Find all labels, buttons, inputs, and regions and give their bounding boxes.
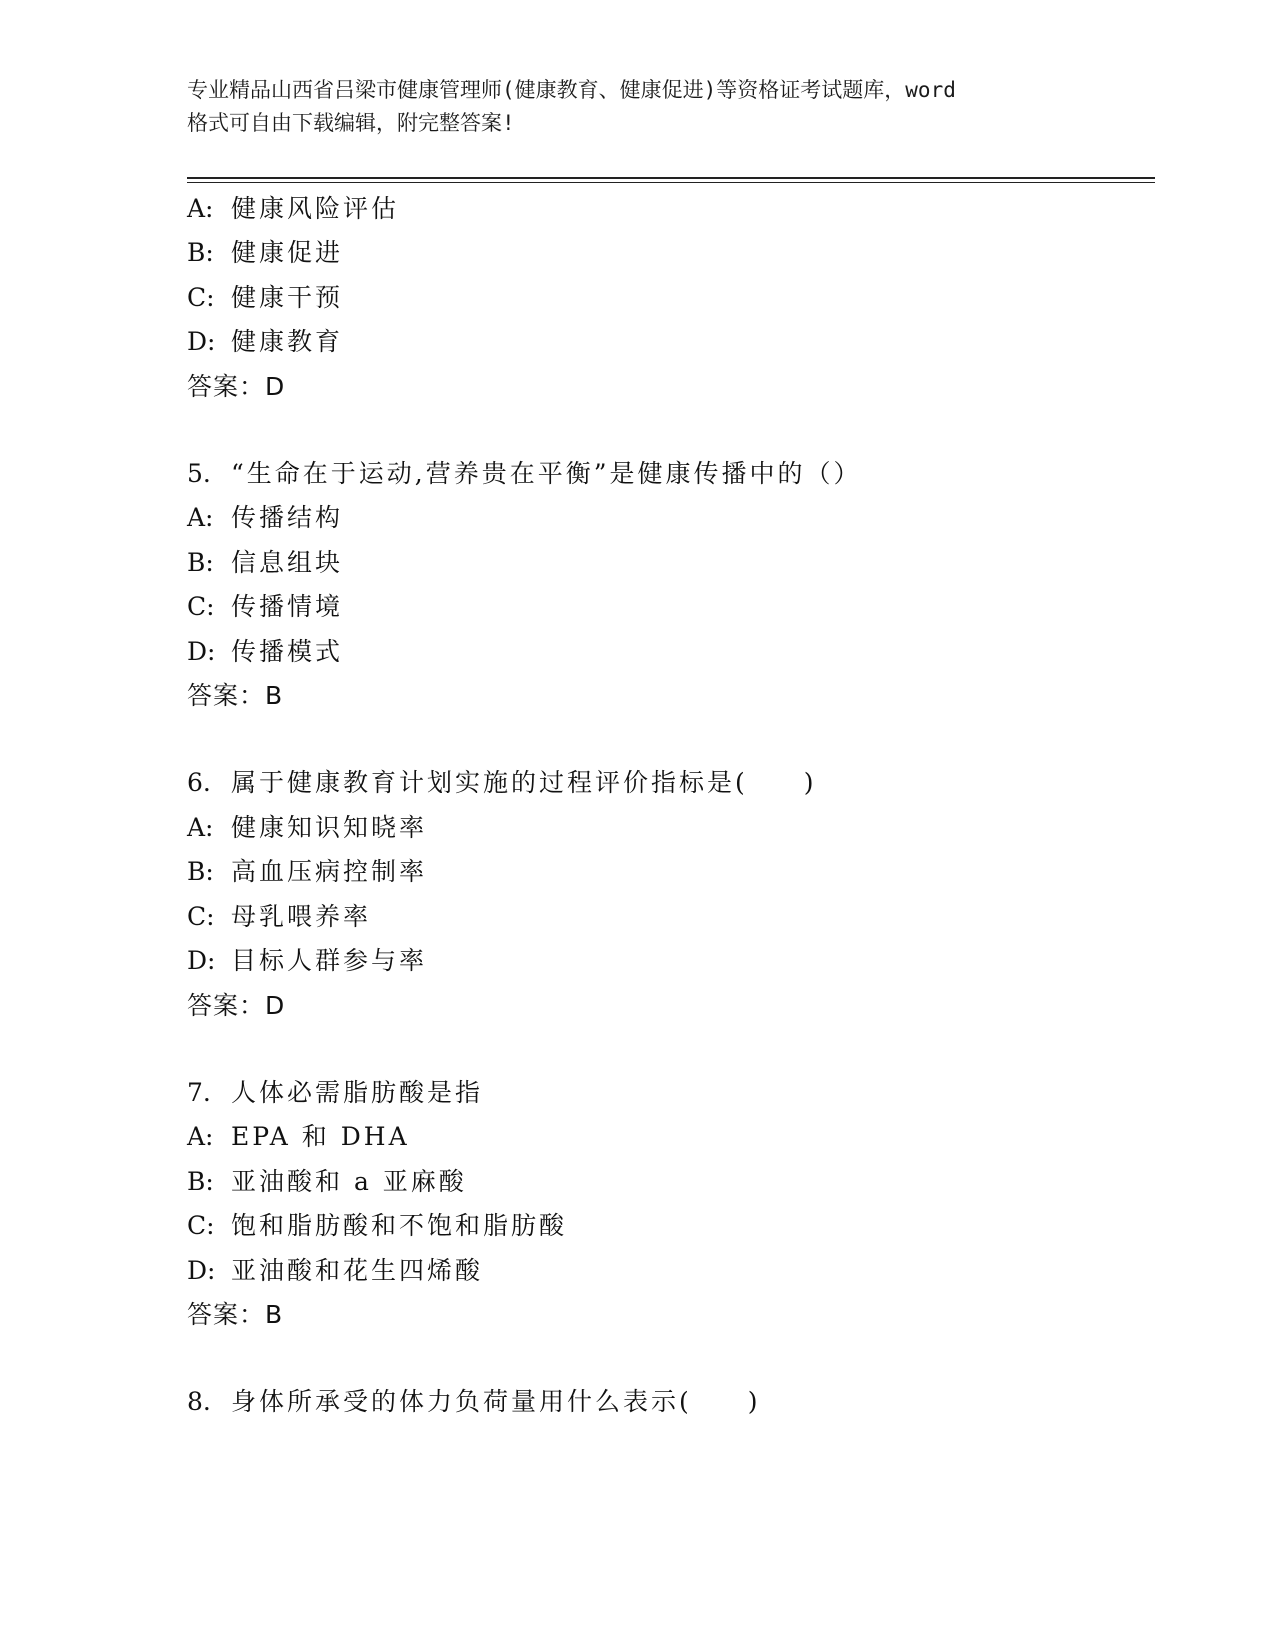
- option-text: 母乳喂养率: [231, 902, 372, 931]
- option-tag: A:: [187, 503, 214, 532]
- q5-option-a: [187, 500, 343, 536]
- option-tag: C:: [187, 902, 215, 931]
- question-number: 6.: [187, 768, 211, 797]
- q4-answer: 答案：D: [187, 372, 286, 401]
- option-tag: B:: [187, 1167, 214, 1196]
- option-text: 传播情境: [231, 592, 344, 621]
- q4-option-a: [187, 191, 399, 227]
- q7-option-b: [187, 1164, 467, 1200]
- option-text: 亚油酸和 a 亚麻酸: [231, 1167, 467, 1196]
- q6-option-d: [187, 943, 427, 979]
- option-tag: A:: [187, 1122, 214, 1151]
- header-divider-thick: [187, 177, 1155, 179]
- option-text: 健康促进: [231, 238, 344, 267]
- option-text: 目标人群参与率: [231, 946, 428, 975]
- question-number: 8.: [187, 1387, 211, 1416]
- option-tag: A:: [187, 194, 214, 223]
- option-text: 饱和脂肪酸和不饱和脂肪酸: [231, 1211, 568, 1240]
- q5-option-c: [187, 589, 343, 625]
- option-text: 传播结构: [231, 503, 344, 532]
- question-number: 5.: [187, 459, 211, 488]
- option-tag: D:: [187, 1256, 216, 1285]
- option-text: 亚油酸和花生四烯酸: [231, 1256, 484, 1285]
- q7-option-c: [187, 1208, 567, 1244]
- option-tag: D:: [187, 946, 216, 975]
- q7-stem: [187, 1075, 483, 1111]
- question-text: 人体必需脂肪酸是指: [231, 1078, 484, 1107]
- question-text: 属于健康教育计划实施的过程评价指标是( ): [231, 768, 817, 797]
- q7-option-d: [187, 1253, 483, 1289]
- q5-answer: 答案：B: [187, 681, 284, 710]
- option-tag: C:: [187, 283, 215, 312]
- option-tag: B:: [187, 548, 214, 577]
- option-text: EPA 和 DHA: [231, 1122, 410, 1151]
- q4-option-d: [187, 324, 343, 360]
- option-tag: C:: [187, 1211, 215, 1240]
- question-text: “生命在于运动,营养贵在平衡”是健康传播中的（）: [231, 459, 862, 488]
- option-tag: D:: [187, 327, 216, 356]
- q5-stem: [187, 456, 862, 492]
- option-text: 健康知识知晓率: [231, 813, 428, 842]
- question-text: 身体所承受的体力负荷量用什么表示( ): [231, 1387, 761, 1416]
- option-text: 高血压病控制率: [231, 857, 428, 886]
- q8-stem: [187, 1384, 761, 1420]
- header-line-2: 格式可自由下载编辑，附完整答案!: [187, 111, 515, 135]
- question-number: 7.: [187, 1078, 211, 1107]
- header-line-1: 专业精品山西省吕梁市健康管理师(健康教育、健康促进)等资格证考试题库，word: [187, 78, 956, 102]
- option-text: 健康干预: [231, 283, 344, 312]
- q5-option-d: [187, 634, 343, 670]
- option-text: 健康风险评估: [231, 194, 400, 223]
- option-text: 传播模式: [231, 637, 344, 666]
- option-tag: B:: [187, 857, 214, 886]
- q7-option-a: [187, 1119, 410, 1155]
- q6-option-b: [187, 854, 427, 890]
- q4-option-c: [187, 280, 343, 316]
- document-header: [187, 74, 1087, 140]
- q6-answer: 答案：D: [187, 991, 286, 1020]
- option-tag: C:: [187, 592, 215, 621]
- option-tag: A:: [187, 813, 214, 842]
- option-text: 健康教育: [231, 327, 344, 356]
- option-tag: B:: [187, 238, 214, 267]
- q5-option-b: [187, 545, 343, 581]
- option-tag: D:: [187, 637, 216, 666]
- q7-answer: 答案：B: [187, 1300, 284, 1329]
- header-divider-thin: [187, 182, 1155, 183]
- option-text: 信息组块: [231, 548, 344, 577]
- q4-option-b: [187, 235, 343, 271]
- q6-option-c: [187, 899, 371, 935]
- q6-stem: [187, 765, 817, 801]
- q6-option-a: [187, 810, 427, 846]
